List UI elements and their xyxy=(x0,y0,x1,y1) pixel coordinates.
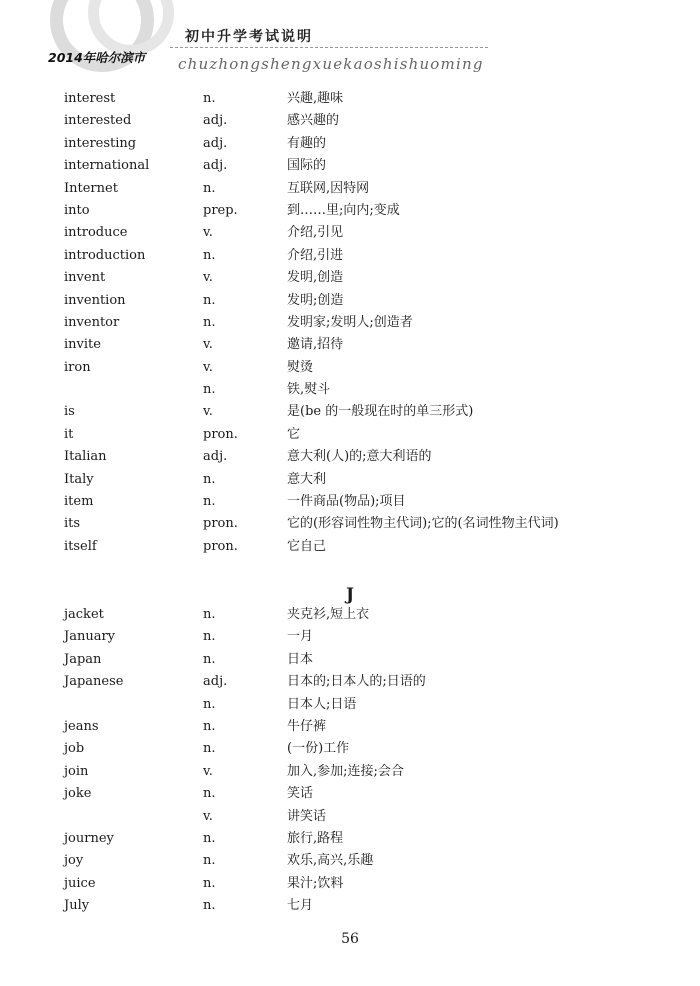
vocab-entry xyxy=(0,133,700,155)
entry-pos: n. xyxy=(203,786,216,802)
vocab-entry xyxy=(0,424,700,446)
entry-word: interesting xyxy=(64,135,137,151)
vocab-entry xyxy=(0,357,700,379)
entry-meaning: 发明家;发明人;创造者 xyxy=(287,314,413,330)
entry-word: item xyxy=(64,494,94,510)
vocab-entry xyxy=(0,716,700,738)
entry-pos: adj. xyxy=(203,135,228,151)
entry-word: it xyxy=(64,426,74,442)
entry-meaning: 讲笑话 xyxy=(287,808,327,824)
entry-pos: n. xyxy=(203,898,216,914)
entry-meaning: 笑话 xyxy=(287,786,314,802)
entry-word: Japanese xyxy=(64,674,124,690)
header-title: 初中升学考试说明 xyxy=(185,29,313,45)
vocab-entry xyxy=(0,178,700,200)
entry-meaning: 到……里;向内;变成 xyxy=(287,202,400,218)
entry-word: iron xyxy=(64,359,91,375)
vocab-entry xyxy=(0,626,700,648)
header-city: 2014年哈尔滨市 xyxy=(48,50,146,65)
entry-pos: n. xyxy=(203,471,216,487)
entry-word: joke xyxy=(64,786,92,802)
entry-pos: n. xyxy=(203,292,216,308)
vocab-entry xyxy=(0,290,700,312)
entry-meaning: 它的(形容词性物主代词);它的(名词性物主代词) xyxy=(287,516,559,532)
entry-pos: prep. xyxy=(203,202,238,218)
vocab-entry xyxy=(0,850,700,872)
entry-pos: v. xyxy=(203,225,213,241)
entry-pos: n. xyxy=(203,696,216,712)
entry-word: Internet xyxy=(64,180,118,196)
entry-pos: v. xyxy=(203,359,213,375)
entry-pos: n. xyxy=(203,741,216,757)
vocab-entry xyxy=(0,312,700,334)
entry-pos: pron. xyxy=(203,538,238,554)
entry-word: jeans xyxy=(64,718,99,734)
entry-word: invite xyxy=(64,337,101,353)
vocab-entry xyxy=(0,446,700,468)
vocab-entry xyxy=(0,245,700,267)
entry-word: into xyxy=(64,202,90,218)
entry-pos: adj. xyxy=(203,449,228,465)
entry-pos: n. xyxy=(203,180,216,196)
entry-meaning: 旅行,路程 xyxy=(287,830,344,846)
entry-meaning: 兴趣,趣味 xyxy=(287,91,344,106)
entry-meaning: 感兴趣的 xyxy=(287,113,340,129)
entry-pos: n. xyxy=(203,651,216,667)
vocab-entry xyxy=(0,334,700,356)
entry-pos: adj. xyxy=(203,674,228,690)
vocab-entry xyxy=(0,806,700,828)
header-divider xyxy=(170,47,488,48)
entry-word: Italy xyxy=(64,471,94,487)
entry-meaning: (一份)工作 xyxy=(287,741,350,757)
entry-word: July xyxy=(64,898,90,914)
entry-meaning: 有趣的 xyxy=(287,135,327,151)
entry-meaning: 果汁;饮料 xyxy=(287,875,344,891)
vocab-entry xyxy=(0,604,700,626)
vocab-list-i xyxy=(0,88,700,558)
entry-pos: n. xyxy=(203,494,216,510)
entry-word: inventor xyxy=(64,314,120,330)
entry-meaning: 加入,参加;连接;会合 xyxy=(287,763,404,779)
entry-word: job xyxy=(64,741,85,757)
entry-word: jacket xyxy=(64,607,104,622)
entry-meaning: 七月 xyxy=(287,898,314,914)
entry-meaning: 国际的 xyxy=(287,158,327,174)
entry-pos: n. xyxy=(203,314,216,330)
vocab-entry xyxy=(0,267,700,289)
entry-word: juice xyxy=(64,875,96,891)
entry-pos: adj. xyxy=(203,113,228,129)
vocab-entry xyxy=(0,110,700,132)
vocab-entry xyxy=(0,155,700,177)
entry-pos: n. xyxy=(203,247,216,263)
vocab-entry xyxy=(0,671,700,693)
entry-pos: v. xyxy=(203,404,213,420)
entry-word: joy xyxy=(64,853,84,869)
entry-pos: n. xyxy=(203,629,216,645)
entry-meaning: 一月 xyxy=(287,629,314,645)
vocab-entry xyxy=(0,200,700,222)
entry-meaning: 熨烫 xyxy=(287,359,314,375)
entry-meaning: 一件商品(物品);项目 xyxy=(287,494,406,510)
entry-meaning: 发明;创造 xyxy=(287,292,344,308)
vocab-entry xyxy=(0,88,700,110)
entry-meaning: 牛仔裤 xyxy=(287,718,327,734)
entry-word: January xyxy=(64,629,116,645)
entry-word: its xyxy=(64,516,81,532)
entry-meaning: 互联网,因特网 xyxy=(287,180,370,196)
entry-pos: v. xyxy=(203,270,213,286)
page-number: 56 xyxy=(341,931,359,947)
vocab-entry xyxy=(0,828,700,850)
vocab-entry xyxy=(0,738,700,760)
entry-pos: n. xyxy=(203,853,216,869)
entry-word: invent xyxy=(64,270,106,286)
entry-pos: pron. xyxy=(203,516,238,532)
entry-word: interested xyxy=(64,113,132,129)
entry-pos: v. xyxy=(203,808,213,824)
entry-meaning: 它 xyxy=(287,426,301,442)
entry-pos: pron. xyxy=(203,426,238,442)
entry-word: introduction xyxy=(64,247,146,263)
entry-word: interest xyxy=(64,91,116,106)
vocab-entry xyxy=(0,222,700,244)
entry-pos: n. xyxy=(203,718,216,734)
entry-word: itself xyxy=(64,538,97,554)
entry-meaning: 日本 xyxy=(287,651,314,667)
entry-word: is xyxy=(64,404,75,420)
entry-pos: v. xyxy=(203,763,213,779)
entry-pos: adj. xyxy=(203,158,228,174)
entry-meaning: 发明,创造 xyxy=(287,270,344,286)
vocab-entry xyxy=(0,783,700,805)
entry-meaning: 邀请,招待 xyxy=(287,337,344,353)
entry-meaning: 意大利(人)的;意大利语的 xyxy=(287,449,432,465)
vocab-entry xyxy=(0,491,700,513)
entry-pos: n. xyxy=(203,830,216,846)
vocab-entry xyxy=(0,469,700,491)
vocab-entry xyxy=(0,694,700,716)
entry-word: invention xyxy=(64,292,126,308)
vocab-entry xyxy=(0,536,700,558)
header-pinyin: chuzhongshengxuekaoshishuoming xyxy=(178,55,484,73)
entry-pos: n. xyxy=(203,91,216,106)
entry-meaning: 日本人;日语 xyxy=(287,696,357,712)
vocab-entry xyxy=(0,895,700,917)
entry-meaning: 日本的;日本人的;日语的 xyxy=(287,674,426,690)
vocab-list-j xyxy=(0,604,700,917)
entry-meaning: 介绍,引进 xyxy=(287,247,344,263)
entry-pos: v. xyxy=(203,337,213,353)
entry-meaning: 介绍,引见 xyxy=(287,225,344,241)
entry-meaning: 铁,熨斗 xyxy=(287,382,331,398)
entry-pos: n. xyxy=(203,382,216,398)
entry-word: join xyxy=(64,763,89,779)
entry-meaning: 欢乐,高兴,乐趣 xyxy=(287,853,374,869)
section-letter: J xyxy=(345,585,355,605)
vocab-entry xyxy=(0,401,700,423)
vocab-entry xyxy=(0,379,700,401)
vocab-entry xyxy=(0,873,700,895)
vocab-entry xyxy=(0,513,700,535)
entry-meaning: 是(be 的一般现在时的单三形式) xyxy=(287,404,474,420)
entry-pos: n. xyxy=(203,875,216,891)
entry-word: Japan xyxy=(64,651,102,667)
entry-word: journey xyxy=(64,830,114,846)
entry-word: introduce xyxy=(64,225,128,241)
entry-meaning: 意大利 xyxy=(287,471,327,487)
entry-word: Italian xyxy=(64,449,107,465)
entry-word: international xyxy=(64,158,150,174)
entry-pos: n. xyxy=(203,607,216,622)
vocab-entry xyxy=(0,761,700,783)
entry-meaning: 它自己 xyxy=(287,538,327,554)
vocab-entry xyxy=(0,649,700,671)
entry-meaning: 夹克衫,短上衣 xyxy=(287,607,370,622)
